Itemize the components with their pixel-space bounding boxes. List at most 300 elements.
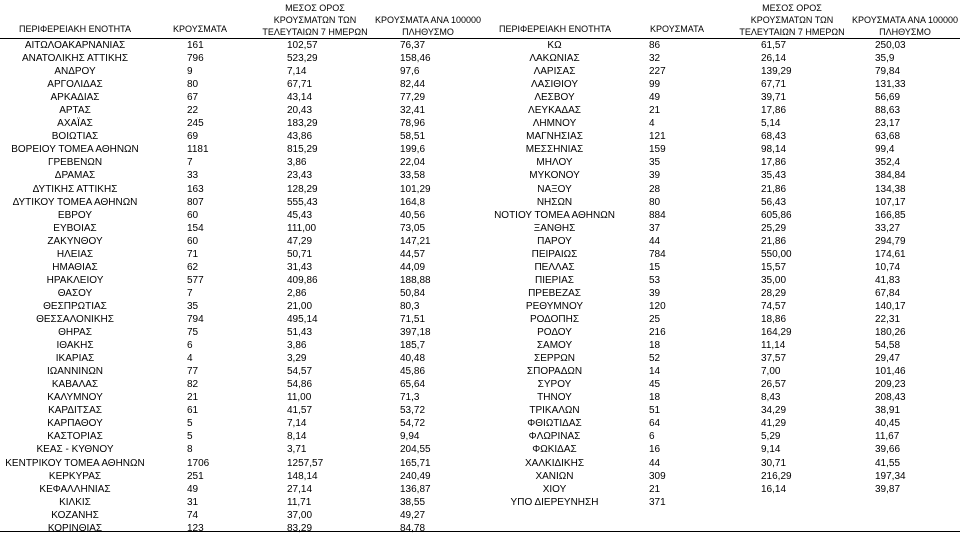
cases-cell: 45 — [649, 379, 661, 391]
per100k-cell: 101,29 — [400, 183, 431, 195]
table-row — [482, 183, 960, 196]
region-cell: ΚΑΡΔΙΤΣΑΣ — [48, 405, 102, 417]
table-row — [0, 470, 482, 483]
per100k-cell: 131,33 — [875, 79, 906, 91]
table-row — [0, 274, 482, 287]
left-table-body — [0, 39, 482, 535]
avg-cell: 1257,57 — [287, 457, 324, 469]
region-cell: ΗΜΑΘΙΑΣ — [52, 261, 98, 273]
cases-cell: 60 — [187, 209, 199, 221]
region-cell: ΞΑΝΘΗΣ — [533, 222, 576, 234]
avg-cell: 3,29 — [287, 353, 307, 365]
per100k-cell: 199,6 — [400, 144, 426, 156]
avg-cell: 21,86 — [761, 235, 787, 247]
region-cell: ΗΛΕΙΑΣ — [56, 248, 94, 260]
region-cell: ΠΙΕΡΙΑΣ — [535, 274, 574, 286]
per100k-cell: 54,58 — [875, 340, 901, 352]
cases-cell: 884 — [649, 209, 666, 221]
avg-cell: 111,00 — [287, 222, 317, 234]
region-cell: ΚΕΑΣ - ΚΥΘΝΟΥ — [36, 444, 114, 456]
region-cell: ΛΑΡΙΣΑΣ — [533, 66, 576, 78]
region-cell: ΑΧΑΪΑΣ — [57, 118, 93, 130]
region-cell: ΘΕΣΣΑΛΟΝΙΚΗΣ — [36, 313, 114, 325]
avg-cell: 35,00 — [761, 274, 787, 286]
avg-cell: 43,14 — [287, 92, 313, 104]
table-row — [0, 496, 482, 509]
region-cell: ΡΟΔΟΥ — [537, 327, 572, 339]
per100k-cell: 77,29 — [400, 92, 426, 104]
cases-cell: 7 — [187, 287, 193, 299]
avg-cell: 495,14 — [287, 313, 318, 325]
avg-cell: 37,57 — [761, 353, 787, 365]
table-row — [482, 143, 960, 156]
cases-cell: 159 — [649, 144, 666, 156]
per100k-cell: 35,9 — [875, 53, 895, 65]
per100k-cell: 134,38 — [875, 183, 906, 195]
table-row — [482, 156, 960, 169]
cases-cell: 4 — [649, 118, 655, 130]
avg-cell: 5,14 — [761, 118, 781, 130]
avg-cell: 409,86 — [287, 274, 318, 286]
table-row — [482, 261, 960, 274]
avg-cell: 183,29 — [287, 118, 318, 130]
cases-cell: 75 — [187, 327, 199, 339]
cases-cell: 7 — [187, 157, 193, 169]
avg-cell: 20,43 — [287, 105, 313, 117]
table-row — [482, 300, 960, 313]
avg-cell: 31,43 — [287, 261, 313, 273]
cases-cell: 577 — [187, 274, 204, 286]
region-cell: ΚΕΡΚΥΡΑΣ — [48, 470, 102, 482]
per100k-cell: 44,09 — [400, 261, 426, 273]
avg-cell: 16,14 — [761, 483, 787, 495]
per100k-cell: 33,27 — [875, 222, 901, 234]
table-row — [482, 117, 960, 130]
cases-cell: 69 — [187, 131, 199, 143]
avg-cell: 102,57 — [287, 40, 318, 51]
avg-cell: 3,86 — [287, 157, 307, 169]
region-cell: ΚΑΒΑΛΑΣ — [51, 379, 99, 391]
table-row — [0, 169, 482, 182]
per100k-cell: 33,58 — [400, 170, 426, 182]
per100k-cell: 50,84 — [400, 287, 426, 299]
per100k-cell: 53,72 — [400, 405, 426, 417]
region-cell: ΒΟΡΕΙΟΥ ΤΟΜΕΑ ΑΘΗΝΩΝ — [11, 144, 139, 156]
region-cell: ΜΥΚΟΝΟΥ — [529, 170, 580, 182]
region-cell: ΑΝΔΡΟΥ — [54, 66, 96, 78]
avg-cell: 139,29 — [761, 66, 792, 78]
region-cell: ΝΗΣΩΝ — [536, 196, 573, 208]
table-row — [482, 404, 960, 417]
cases-cell: 21 — [649, 483, 661, 495]
avg-cell: 17,86 — [761, 157, 787, 169]
cases-cell: 21 — [187, 392, 199, 404]
per100k-cell: 67,84 — [875, 287, 901, 299]
per100k-cell: 185,7 — [400, 340, 426, 352]
table-row — [482, 287, 960, 300]
region-cell: ΣΥΡΟΥ — [537, 379, 572, 391]
per100k-cell: 82,44 — [400, 79, 426, 91]
cases-cell: 251 — [187, 470, 204, 482]
cases-cell: 61 — [187, 405, 199, 417]
region-cell: ΕΥΒΟΙΑΣ — [53, 222, 97, 234]
cases-cell: 1181 — [187, 144, 209, 156]
region-cell: ΑΡΓΟΛΙΔΑΣ — [47, 79, 103, 91]
avg-cell: 11,71 — [287, 496, 312, 508]
per100k-cell: 84,78 — [400, 522, 426, 534]
table-row — [482, 209, 960, 222]
table-row — [482, 391, 960, 404]
avg-cell: 54,57 — [287, 366, 313, 378]
table-row — [0, 104, 482, 117]
avg-cell: 605,86 — [761, 209, 792, 221]
avg-cell: 21,00 — [287, 300, 313, 312]
cases-cell: 121 — [649, 131, 666, 143]
per100k-cell: 22,31 — [875, 313, 901, 325]
table-row — [482, 39, 960, 52]
table-row — [0, 352, 482, 365]
per100k-cell: 384,84 — [875, 170, 906, 182]
table-row — [0, 378, 482, 391]
cases-cell: 22 — [187, 105, 199, 117]
avg-cell: 8,43 — [761, 392, 781, 404]
avg-cell: 523,29 — [287, 53, 318, 65]
cases-cell: 25 — [649, 313, 661, 325]
table-row — [0, 365, 482, 378]
cases-cell: 77 — [187, 366, 199, 378]
header-region: ΠΕΡΙΦΕΡΕΙΑΚΗ ΕΝΟΤΗΤΑ — [498, 24, 612, 34]
per100k-cell: 180,26 — [875, 327, 906, 339]
cases-cell: 9 — [187, 66, 193, 78]
cases-cell: 82 — [187, 379, 199, 391]
region-cell: ΚΟΖΑΝΗΣ — [51, 509, 99, 521]
per100k-cell: 39,66 — [875, 444, 901, 456]
avg-cell: 27,14 — [287, 483, 313, 495]
avg-cell: 5,29 — [761, 431, 781, 443]
table-row — [0, 130, 482, 143]
table-row — [0, 52, 482, 65]
per100k-cell: 208,43 — [875, 392, 906, 404]
avg-cell: 47,29 — [287, 235, 313, 247]
region-cell: ΚΕΝΤΡΙΚΟΥ ΤΟΜΕΑ ΑΘΗΝΩΝ — [5, 457, 145, 469]
cases-cell: 28 — [649, 183, 661, 195]
region-cell: ΛΗΜΝΟΥ — [532, 118, 577, 130]
per100k-cell: 63,68 — [875, 131, 901, 143]
region-cell: ΘΗΡΑΣ — [58, 327, 92, 339]
table-row — [0, 248, 482, 261]
avg-cell: 61,57 — [761, 40, 787, 51]
avg-cell: 550,00 — [761, 248, 792, 260]
cases-cell: 123 — [187, 522, 204, 534]
header-cases: ΚΡΟΥΣΜΑΤΑ — [650, 24, 704, 34]
table-row — [0, 417, 482, 430]
table-row — [0, 443, 482, 456]
table-row — [0, 78, 482, 91]
cases-cell: 154 — [187, 222, 204, 234]
avg-cell: 23,43 — [287, 170, 313, 182]
region-cell: ΙΩΑΝΝΙΝΩΝ — [46, 366, 104, 378]
per100k-cell: 40,45 — [875, 418, 901, 430]
region-cell: ΠΕΙΡΑΙΩΣ — [531, 248, 578, 260]
per100k-cell: 58,51 — [400, 131, 426, 143]
table-row — [0, 209, 482, 222]
per100k-cell: 397,18 — [400, 327, 431, 339]
avg-cell: 67,71 — [761, 79, 787, 91]
region-cell: ΧΑΛΚΙΔΙΚΗΣ — [525, 457, 584, 469]
cases-cell: 49 — [187, 483, 199, 495]
region-cell: ΝΟΤΙΟΥ ΤΟΜΕΑ ΑΘΗΝΩΝ — [494, 209, 615, 221]
region-cell: ΚΑΡΠΑΘΟΥ — [47, 418, 103, 430]
avg-cell: 68,43 — [761, 131, 787, 143]
table-row — [482, 417, 960, 430]
region-cell: ΦΘΙΩΤΙΔΑΣ — [527, 418, 582, 430]
table-row — [0, 300, 482, 313]
avg-cell: 17,86 — [761, 105, 787, 117]
header-avg: ΜΕΣΟΣ ΟΡΟΣ ΚΡΟΥΣΜΑΤΩΝ ΤΩΝ ΤΕΛΕΥΤΑΙΩΝ 7 ΗΜΕΡΩΝ — [739, 3, 845, 37]
table-row — [482, 222, 960, 235]
avg-cell: 56,43 — [761, 196, 787, 208]
cases-cell: 163 — [187, 183, 204, 195]
cases-cell: 44 — [649, 235, 661, 247]
cases-cell: 807 — [187, 196, 204, 208]
region-cell: ΦΛΩΡΙΝΑΣ — [528, 431, 581, 443]
cases-cell: 37 — [649, 222, 661, 234]
per100k-cell: 29,47 — [875, 353, 901, 365]
table-row — [0, 404, 482, 417]
table-row — [482, 496, 960, 509]
avg-cell: 34,29 — [761, 405, 787, 417]
avg-cell: 54,86 — [287, 379, 313, 391]
table-row — [482, 65, 960, 78]
avg-cell: 7,00 — [761, 366, 781, 378]
avg-cell: 51,43 — [287, 327, 313, 339]
avg-cell: 15,57 — [761, 261, 787, 273]
table-row — [0, 196, 482, 209]
per100k-cell: 23,17 — [875, 118, 901, 130]
per100k-cell: 80,3 — [400, 300, 420, 312]
cases-cell: 227 — [649, 66, 666, 78]
per100k-cell: 136,87 — [400, 483, 431, 495]
region-cell: ΡΟΔΟΠΗΣ — [529, 313, 580, 325]
cases-cell: 14 — [649, 366, 661, 378]
region-cell: ΛΕΥΚΑΔΑΣ — [528, 105, 581, 117]
table-row — [482, 196, 960, 209]
per100k-cell: 32,41 — [400, 105, 426, 117]
avg-cell: 37,00 — [287, 509, 313, 521]
per100k-cell: 250,03 — [875, 40, 906, 51]
region-cell: ΧΑΝΙΩΝ — [535, 470, 574, 482]
region-cell: ΙΚΑΡΙΑΣ — [55, 353, 95, 365]
cases-cell: 71 — [187, 248, 199, 260]
avg-cell: 216,29 — [761, 470, 792, 482]
per100k-cell: 78,96 — [400, 118, 426, 130]
cases-cell: 784 — [649, 248, 666, 260]
region-cell: ΗΡΑΚΛΕΙΟΥ — [46, 274, 104, 286]
cases-cell: 86 — [649, 40, 661, 51]
header-cases: ΚΡΟΥΣΜΑΤΑ — [173, 24, 227, 34]
per100k-cell: 188,88 — [400, 274, 431, 286]
avg-cell: 7,14 — [287, 418, 307, 430]
cases-cell: 44 — [649, 457, 661, 469]
cases-cell: 371 — [649, 496, 666, 508]
cases-cell: 74 — [187, 509, 199, 521]
avg-cell: 128,29 — [287, 183, 318, 195]
right-table-body — [482, 39, 960, 509]
per100k-cell: 45,86 — [400, 366, 426, 378]
avg-cell: 9,14 — [761, 444, 781, 456]
avg-cell: 3,86 — [287, 340, 307, 352]
avg-cell: 21,86 — [761, 183, 787, 195]
table-row — [0, 91, 482, 104]
region-cell: ΝΑΞΟΥ — [537, 183, 572, 195]
cases-cell: 15 — [649, 261, 661, 273]
header-per100k: ΚΡΟΥΣΜΑΤΑ ΑΝΑ 100000 ΠΛΗΘΥΣΜΟ — [852, 15, 958, 37]
region-cell: ΜΑΓΝΗΣΙΑΣ — [526, 131, 583, 143]
avg-cell: 815,29 — [287, 144, 318, 156]
table-row — [0, 391, 482, 404]
per100k-cell: 174,61 — [875, 248, 906, 260]
region-cell: ΒΟΙΩΤΙΑΣ — [51, 131, 99, 143]
table-row — [482, 78, 960, 91]
region-cell: ΛΑΣΙΘΙΟΥ — [531, 79, 578, 91]
region-cell: ΛΕΣΒΟΥ — [534, 92, 575, 104]
table-bottom-border — [0, 531, 960, 532]
region-cell: ΣΕΡΡΩΝ — [534, 353, 575, 365]
avg-cell: 3,71 — [287, 444, 307, 456]
cases-cell: 16 — [649, 444, 661, 456]
region-cell: ΕΒΡΟΥ — [57, 209, 93, 221]
table-row — [482, 483, 960, 496]
region-cell: ΣΠΟΡΑΔΩΝ — [526, 366, 583, 378]
per100k-cell: 97,6 — [400, 66, 420, 78]
region-cell: ΡΕΘΥΜΝΟΥ — [525, 300, 584, 312]
header-region: ΠΕΡΙΦΕΡΕΙΑΚΗ ΕΝΟΤΗΤΑ — [18, 24, 132, 34]
table-row — [482, 457, 960, 470]
header-avg: ΜΕΣΟΣ ΟΡΟΣ ΚΡΟΥΣΜΑΤΩΝ ΤΩΝ ΤΕΛΕΥΤΑΙΩΝ 7 ΗΜΕΡΩΝ — [262, 3, 368, 37]
avg-cell: 555,43 — [287, 196, 318, 208]
cases-cell: 18 — [649, 392, 661, 404]
avg-cell: 8,14 — [287, 431, 307, 443]
avg-cell: 41,57 — [287, 405, 313, 417]
right-table-header — [482, 0, 960, 38]
region-cell: ΘΑΣΟΥ — [57, 287, 93, 299]
cases-cell: 39 — [649, 287, 661, 299]
table-row — [482, 339, 960, 352]
per100k-cell: 10,74 — [875, 261, 901, 273]
cases-cell: 33 — [187, 170, 199, 182]
cases-cell: 1706 — [187, 457, 210, 469]
per100k-cell: 99,4 — [875, 144, 895, 156]
cases-cell: 49 — [649, 92, 661, 104]
cases-cell: 216 — [649, 327, 666, 339]
avg-cell: 98,14 — [761, 144, 787, 156]
per100k-cell: 101,46 — [875, 366, 906, 378]
table-row — [0, 483, 482, 496]
cases-cell: 35 — [187, 300, 199, 312]
avg-cell: 164,29 — [761, 327, 792, 339]
per100k-cell: 352,4 — [875, 157, 901, 169]
per100k-cell: 41,83 — [875, 274, 901, 286]
avg-cell: 74,57 — [761, 300, 787, 312]
region-cell: ΑΝΑΤΟΛΙΚΗΣ ΑΤΤΙΚΗΣ — [21, 53, 129, 65]
table-row — [482, 274, 960, 287]
per100k-cell: 294,79 — [875, 235, 906, 247]
region-cell: ΠΑΡΟΥ — [537, 235, 572, 247]
avg-cell: 2,86 — [287, 287, 307, 299]
region-cell: ΦΩΚΙΔΑΣ — [532, 444, 577, 456]
region-cell: ΚΙΛΚΙΣ — [59, 496, 91, 508]
table-row — [482, 430, 960, 443]
per100k-cell: 240,49 — [400, 470, 431, 482]
per100k-cell: 38,91 — [875, 405, 901, 417]
cases-cell: 120 — [649, 300, 666, 312]
per100k-cell: 41,55 — [875, 457, 901, 469]
per100k-cell: 209,23 — [875, 379, 906, 391]
cases-cell: 99 — [649, 79, 661, 91]
table-row — [0, 326, 482, 339]
avg-cell: 7,14 — [287, 66, 307, 78]
cases-cell: 62 — [187, 261, 199, 273]
region-cell: ΠΕΛΛΑΣ — [534, 261, 575, 273]
per100k-cell: 11,67 — [875, 431, 900, 443]
table-row — [0, 183, 482, 196]
per100k-cell: 166,85 — [875, 209, 906, 221]
per100k-cell: 107,17 — [875, 196, 906, 208]
per100k-cell: 73,05 — [400, 222, 426, 234]
region-cell: ΑΡΚΑΔΙΑΣ — [50, 92, 100, 104]
cases-cell: 5 — [187, 431, 193, 443]
per100k-cell: 40,56 — [400, 209, 426, 221]
cases-cell: 161 — [187, 40, 204, 51]
table-row — [0, 339, 482, 352]
avg-cell: 41,29 — [761, 418, 787, 430]
cases-cell: 35 — [649, 157, 661, 169]
avg-cell: 26,14 — [761, 53, 787, 65]
table-row — [482, 91, 960, 104]
left-table-header — [0, 0, 482, 38]
per100k-cell: 88,63 — [875, 105, 901, 117]
table-row — [482, 443, 960, 456]
region-cell: ΣΑΜΟΥ — [536, 340, 573, 352]
per100k-cell: 164,8 — [400, 196, 426, 208]
region-cell: ΔΥΤΙΚΟΥ ΤΟΜΕΑ ΑΘΗΝΩΝ — [12, 196, 138, 208]
table-row — [0, 509, 482, 522]
cases-cell: 21 — [649, 105, 661, 117]
region-cell: ΤΗΝΟΥ — [537, 392, 572, 404]
cases-cell: 51 — [649, 405, 661, 417]
per100k-cell: 140,17 — [875, 300, 906, 312]
cases-cell: 64 — [649, 418, 661, 430]
avg-cell: 35,43 — [761, 170, 787, 182]
region-cell: ΑΡΤΑΣ — [59, 105, 91, 117]
region-cell: ΚΟΡΙΝΘΙΑΣ — [47, 522, 103, 534]
per100k-cell: 9,94 — [400, 431, 420, 443]
cases-cell: 6 — [649, 431, 655, 443]
region-cell: ΘΕΣΠΡΩΤΙΑΣ — [43, 300, 107, 312]
cases-cell: 6 — [187, 340, 193, 352]
region-cell: ΥΠΟ ΔΙΕΡΕΥΝΗΣΗ — [510, 496, 599, 508]
table-row — [482, 169, 960, 182]
region-cell: ΧΙΟΥ — [542, 483, 567, 495]
cases-cell: 80 — [649, 196, 661, 208]
table-row — [482, 470, 960, 483]
cases-cell: 309 — [649, 470, 666, 482]
cases-cell: 60 — [187, 235, 199, 247]
table-row — [0, 313, 482, 326]
table-row — [0, 287, 482, 300]
table-row — [482, 235, 960, 248]
region-cell: ΑΙΤΩΛΟΑΚΑΡΝΑΝΙΑΣ — [24, 40, 126, 51]
